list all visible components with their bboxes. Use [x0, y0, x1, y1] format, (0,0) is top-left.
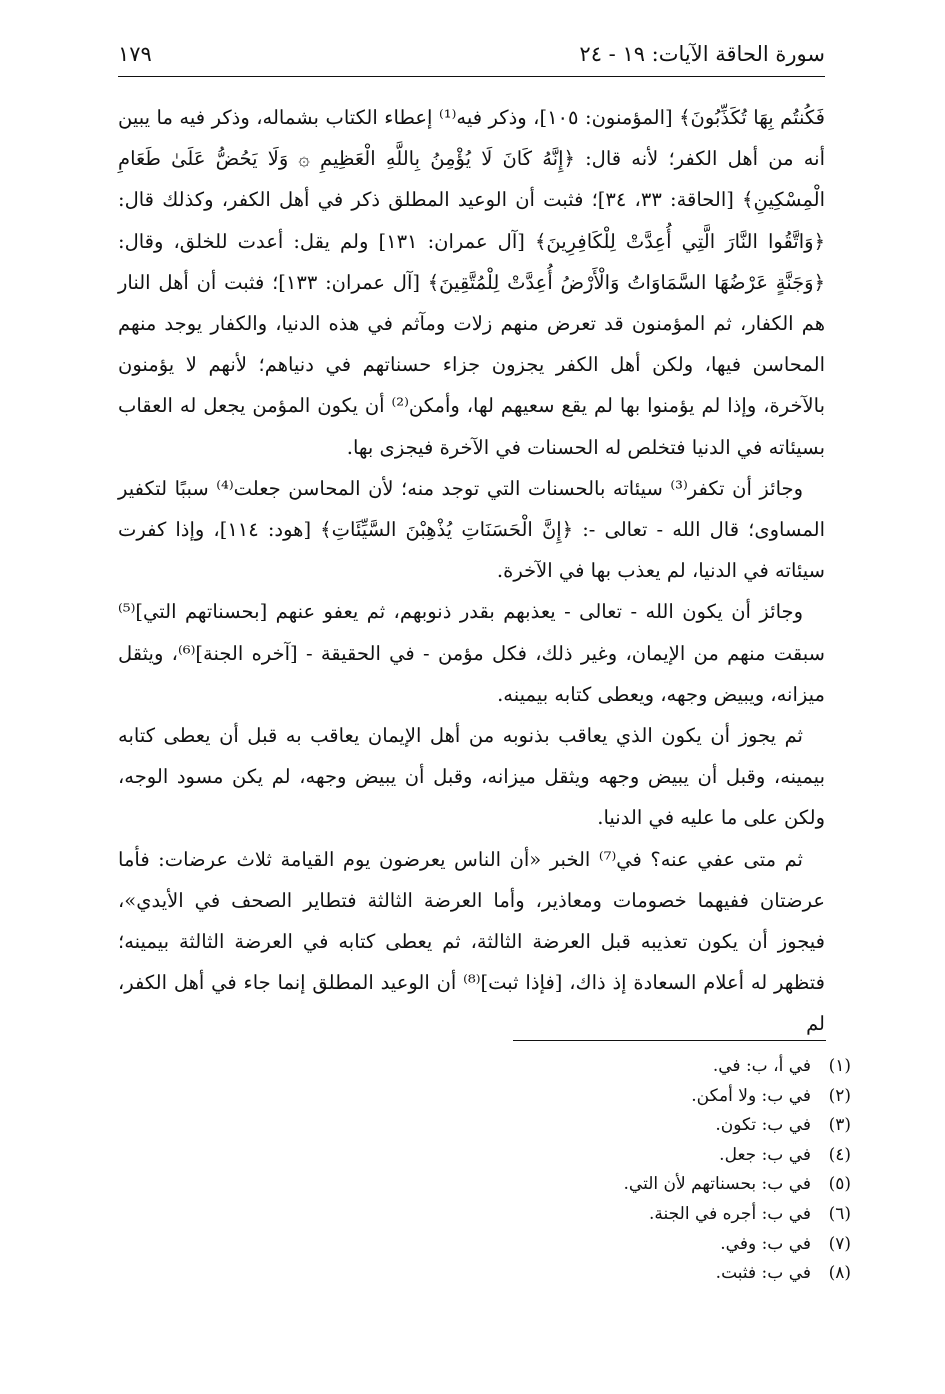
- footnote-item: [431, 1259, 851, 1289]
- footnote-text: في ب: تكون.: [715, 1115, 811, 1136]
- page-header: [118, 38, 825, 78]
- main-text: [118, 97, 825, 1045]
- footnote-item: [431, 1141, 851, 1171]
- footnote-text: في ب: وفي.: [720, 1233, 811, 1254]
- footnotes: [431, 1052, 851, 1289]
- footnote-text: في ب: فثبت.: [715, 1263, 811, 1284]
- footnote-number: (٢): [828, 1085, 851, 1106]
- footnote-number: (٤): [828, 1144, 851, 1165]
- page-number: ١٧٩: [118, 42, 152, 66]
- running-title: سورة الحاقة الآيات: ١٩ - ٢٤: [579, 42, 825, 66]
- footnote-text: في ب: أجره في الجنة.: [649, 1203, 811, 1224]
- footnote-item: [431, 1082, 851, 1112]
- footnote-item: [431, 1111, 851, 1141]
- footnote-item: [431, 1170, 851, 1200]
- footnote-text: في أ، ب: في.: [712, 1056, 811, 1076]
- paragraph: فَكُنتُم بِهَا تُكَذِّبُونَ﴾ [المؤمنون: ١٠٥]، وذكر فيه⁽¹⁾ إعطاء الكتاب بشماله، وذكر فيه ما يبين أنه من أهل الكفر؛ لأنه قال: ﴿إِنَّهُ كَانَ لَا يُؤْمِنُ بِاللَّهِ الْعَظِيمِ ۞ وَلَا يَحُضُّ عَلَىٰ طَعَامِ الْمِسْكِينِ﴾ [الحاقة: ٣٣، ٣٤]؛ فثبت أن الوعيد المطلق ذكر في أهل الكفر، وكذلك قال: ﴿وَاتَّقُوا النَّارَ الَّتِي أُعِدَّتْ لِلْكَافِرِينَ﴾ [آل عمران: ١٣١] ولم يقل: أعدت للخلق، وقال: ﴿وَجَنَّةٍ عَرْضُهَا السَّمَاوَاتُ وَالْأَرْضُ أُعِدَّتْ لِلْمُتَّقِينَ﴾ [آل عمران: ١٣٣]؛ فثبت أن أهل النار هم الكفار، ثم المؤمنون قد تعرض منهم زلات ومآثم في هذه الدنيا، والكفار يوجد منهم المحاسن فيها، ولكن أهل الكفر يجزون جزاء حسناتهم في دنياهم؛ لأنهم لا يؤمنون بالآخرة، وإذا لم يؤمنوا بها لم يقع سعيهم لها، وأمكن⁽²⁾ أن يكون المؤمن يجعل له العقاب بسيئاته في الدنيا فتخلص له الحسنات في الآخرة فيجزى بها.: [118, 106, 825, 459]
- footnote-number: (٦): [828, 1203, 851, 1224]
- footnote-text: في ب: بحسناتهم لأن التي.: [623, 1174, 811, 1195]
- footnote-number: (١): [828, 1056, 851, 1076]
- footnote-item: [431, 1230, 851, 1260]
- footnote-number: (٣): [828, 1115, 851, 1136]
- paragraph: وجائز أن يكون الله - تعالى - يعذبهم بقدر ذنوبهم، ثم يعفو عنهم [بحسناتهم التي]⁽⁵⁾ سبقت منهم من الإيمان، وغير ذلك، فكل مؤمن - في الحقيقة - [آخره الجنة]⁽⁶⁾، ويثقل ميزانه، ويبيض وجهه، ويعطى كتابه بيمينه.: [118, 600, 825, 706]
- paragraph: ثم يجوز أن يكون الذي يعاقب بذنوبه من أهل الإيمان يعاقب به قبل أن يعطى كتابه بيمينه، وقبل أن يبيض وجهه ويثقل ميزانه، وقبل أن يبيض وجهه، لم يكن مسود الوجه، ولكن على ما عليه في الدنيا.: [118, 724, 825, 830]
- footnote-item: [431, 1052, 851, 1082]
- footnote-number: (٥): [828, 1174, 851, 1195]
- header-rule: [118, 76, 825, 77]
- footnote-text: في ب: جعل.: [719, 1144, 811, 1165]
- footnote-number: (٧): [828, 1233, 851, 1254]
- paragraph: ثم متى عفي عنه؟ في⁽⁷⁾ الخبر «أن الناس يعرضون يوم القيامة ثلاث عرضات: فأما عرضتان ففيهما خصومات ومعاذير، وأما العرضة الثالثة فتطاير الصحف في الأيدي»، فيجوز أن يكون تعذيبه قبل العرضة الثالثة، ثم يعطى كتابه في العرضة الثالثة بيمينه؛ فتظهر له أعلام السعادة إذ ذاك، [فإذا ثبت]⁽⁸⁾ أن الوعيد المطلق إنما جاء في أهل الكفر، لم: [118, 847, 825, 1036]
- footnote-number: (٨): [828, 1263, 851, 1284]
- footnote-text: في ب: ولا أمكن.: [691, 1085, 811, 1106]
- footnote-rule: [513, 1040, 826, 1041]
- footnote-item: [431, 1200, 851, 1230]
- paragraph: وجائز أن تكفر⁽³⁾ سيئاته بالحسنات التي توجد منه؛ لأن المحاسن جعلت⁽⁴⁾ سببًا لتكفير المساوى؛ قال الله - تعالى -: ﴿إِنَّ الْحَسَنَاتِ يُذْهِبْنَ السَّيِّئَاتِ﴾ [هود: ١١٤]، وإذا كفرت سيئاته في الدنيا، لم يعذب بها في الآخرة.: [118, 476, 826, 583]
